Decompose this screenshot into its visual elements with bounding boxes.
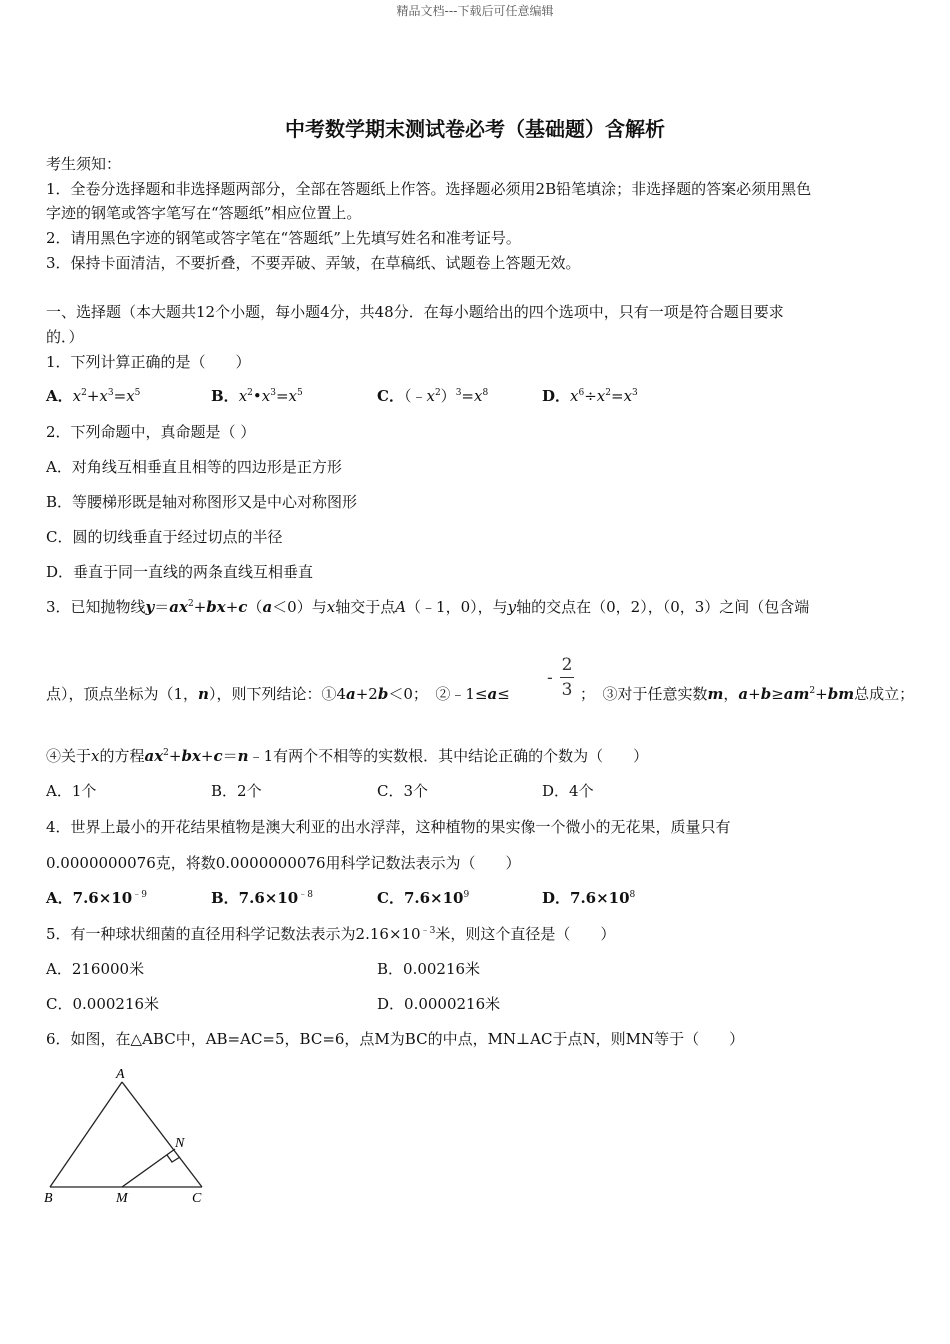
page-header: 精品文档---下载后可任意编辑 xyxy=(396,4,554,18)
q3-option-d: D．4个 xyxy=(542,782,594,800)
side-ab xyxy=(50,1082,122,1187)
q1-option-b: B．$x^2•x^3=x^5$ xyxy=(211,387,303,405)
q5-stem: 5．有一种球状细菌的直径用科学记数法表示为$2.16\times 10^{﹣3}$米，则这个直径是（ ） xyxy=(46,925,616,943)
label-n: N xyxy=(175,1136,185,1151)
q6-triangle-figure xyxy=(40,1062,220,1212)
q1-option-c: C．$(﹣x^2)^3=x^8$ xyxy=(377,387,489,405)
label-a: A xyxy=(116,1067,125,1082)
q2-option-a: A．对角线互相垂直且相等的四边形是正方形 xyxy=(46,458,342,476)
q3-fraction-minus: - xyxy=(547,668,553,688)
q5-option-a: A．216000米 xyxy=(46,960,145,978)
q4-option-b: B．$7.6\times 10^{﹣8}$ xyxy=(211,889,313,907)
segment-mn xyxy=(122,1149,175,1187)
label-c: C xyxy=(192,1191,202,1206)
q5-option-d: D．0.0000216米 xyxy=(377,995,501,1013)
notice-item-2: 2．请用黑色字迹的钢笔或答字笔在“答题纸”上先填写姓名和准考证号。 xyxy=(46,229,521,247)
q3-stem-line1: 3．已知抛物线$y=ax^2+bx+c(a<0)$与x轴交于点A（﹣1，0），与y轴的交点在（0，2），（0，3）之间（包含端 xyxy=(46,598,810,616)
side-ac xyxy=(122,1082,202,1187)
notice-item-3: 3．保持卡面清洁，不要折叠，不要弄破、弄皱，在草稿纸、试题卷上答题无效。 xyxy=(46,254,581,272)
q3-stem-line3: ④关于x的方程$ax^2+bx+c=n﹣1$有两个不相等的实数根．其中结论正确的个数为（ ） xyxy=(46,747,649,765)
q3-option-a: A．1个 xyxy=(46,782,97,800)
q5-option-b: B．0.00216米 xyxy=(377,960,481,978)
label-m: M xyxy=(116,1191,128,1206)
q4-option-a: A．$7.6\times 10^{﹣9}$ xyxy=(46,889,147,907)
q3-option-b: B．2个 xyxy=(211,782,262,800)
notice-item-1: 1．全卷分选择题和非选择题两部分，全部在答题纸上作答。选择题必须用2B铅笔填涂；非选择题的答案必须用黑色 xyxy=(46,180,812,198)
notice-heading: 考生须知： xyxy=(46,155,122,173)
q3-fraction xyxy=(560,655,574,700)
q4-option-d: D．$7.6\times 10^8$ xyxy=(542,889,636,907)
q2-stem: 2．下列命题中，真命题是（ ） xyxy=(46,423,256,441)
page-title: 中考数学期末测试卷必考（基础题）含解析 xyxy=(285,117,665,141)
section-heading: 一、选择题（本大题共12个小题，每小题4分，共48分．在每小题给出的四个选项中，只有一项是符合题目要求 xyxy=(46,303,784,321)
q2-option-c: C．圆的切线垂直于经过切点的半径 xyxy=(46,528,283,546)
q4-stem-line2: 0.0000000076克，将数0.0000000076用科学记数法表示为（ ） xyxy=(46,854,521,872)
q4-stem-line1: 4．世界上最小的开花结果植物是澳大利亚的出水浮萍，这种植物的果实像一个微小的无花果，质量只有 xyxy=(46,818,731,836)
q3-stem-line2-left: 点），顶点坐标为（1，n），则下列结论：①4a+2b＜0； ②﹣1≤a≤ xyxy=(46,685,510,703)
q1-option-a: A．$x^2+x^3=x^5$ xyxy=(46,387,141,405)
label-b: B xyxy=(44,1191,53,1206)
q4-option-c: C．$7.6\times 10^9$ xyxy=(377,889,470,907)
q3-stem-line2-right: ； ③对于任意实数m，$a+b\ge am^2+bm$总成立； xyxy=(580,685,915,703)
q6-stem: 6．如图，在△ABC中，AB=AC=5，BC=6，点M为BC的中点，MN⊥AC于点N，则MN等于（ ） xyxy=(46,1030,745,1048)
q2-option-b: B．等腰梯形既是轴对称图形又是中心对称图形 xyxy=(46,493,358,511)
q5-option-c: C．0.000216米 xyxy=(46,995,160,1013)
q3-option-c: C．3个 xyxy=(377,782,429,800)
section-heading-cont: 的．） xyxy=(46,328,84,346)
q1-option-d: D．$x^6\div x^2=x^3$ xyxy=(542,387,638,405)
notice-item-1-cont: 字迹的钢笔或答字笔写在“答题纸”相应位置上。 xyxy=(46,204,362,222)
q1-stem: 1．下列计算正确的是（ ） xyxy=(46,353,251,371)
q2-option-d: D．垂直于同一直线的两条直线互相垂直 xyxy=(46,563,314,581)
q3-fraction-denominator: 3 xyxy=(561,680,573,700)
q3-fraction-numerator: 2 xyxy=(561,655,573,675)
